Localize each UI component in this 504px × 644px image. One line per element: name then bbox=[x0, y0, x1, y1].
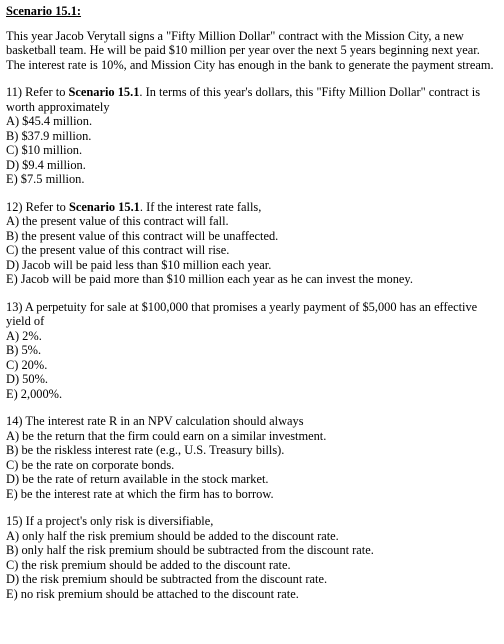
answer-option: D) be the rate of return available in the stock market. bbox=[6, 472, 269, 486]
scenario-text: This year Jacob Verytall signs a "Fifty Million Dollar" contract with the Mission City, a new basketball team. He will be paid $10 million per year over the next 5 years beginning next year. The interest rate is 10%, and Mission City has enough in the bank to generate the payment stream. bbox=[6, 28, 494, 72]
question-stem bbox=[6, 300, 500, 329]
answer-options bbox=[6, 429, 500, 502]
answer-options bbox=[6, 529, 500, 602]
answer-option: D) the risk premium should be subtracted from the discount rate. bbox=[6, 572, 328, 586]
answer-option: E) Jacob will be paid more than $10 million each year as he can invest the money. bbox=[6, 272, 413, 286]
answer-options bbox=[6, 214, 500, 287]
scenario-reference: Scenario 15.1 bbox=[68, 85, 140, 99]
question-12 bbox=[6, 200, 500, 287]
answer-option: B) only half the risk premium should be subtracted from the discount rate. bbox=[6, 543, 374, 557]
answer-options bbox=[6, 329, 500, 402]
answer-option: E) $7.5 million. bbox=[6, 172, 85, 186]
question-text: . If the interest rate falls, bbox=[139, 199, 262, 214]
question-text: 14) The interest rate R in an NPV calculation should always bbox=[6, 414, 304, 428]
answer-option: D) Jacob will be paid less than $10 million each year. bbox=[6, 257, 272, 272]
answer-option: D) 50%. bbox=[6, 372, 48, 386]
answer-option: A) only half the risk premium should be added to the discount rate. bbox=[6, 528, 339, 543]
question-text: . In terms of this year's dollars, this "Fifty Million Dollar" contract is worth approximately bbox=[6, 85, 481, 114]
document-page bbox=[6, 4, 500, 614]
answer-option: E) no risk premium should be attached to the discount rate. bbox=[6, 586, 299, 601]
answer-option: E) 2,000%. bbox=[6, 386, 63, 401]
answer-option: A) the present value of this contract will fall. bbox=[6, 214, 229, 228]
question-text: 15) If a project's only risk is diversifiable, bbox=[6, 514, 214, 528]
answer-option: C) be the rate on corporate bonds. bbox=[6, 457, 175, 472]
question-15 bbox=[6, 514, 500, 601]
answer-option: B) the present value of this contract will be unaffected. bbox=[6, 228, 279, 243]
question-stem bbox=[6, 514, 500, 529]
question-stem bbox=[6, 414, 500, 429]
question-13 bbox=[6, 300, 500, 402]
answer-option: C) the present value of this contract will rise. bbox=[6, 243, 230, 257]
question-stem bbox=[6, 200, 500, 215]
answer-option: C) $10 million. bbox=[6, 143, 83, 157]
question-prefix: 12) Refer to bbox=[6, 199, 69, 214]
answer-option: E) be the interest rate at which the firm has to borrow. bbox=[6, 486, 274, 501]
question-text: 13) A perpetuity for sale at $100,000 that promises a yearly payment of $5,000 has an effective yield of bbox=[6, 299, 478, 328]
question-prefix: 11) Refer to bbox=[6, 85, 69, 99]
answer-option: C) the risk premium should be added to the discount rate. bbox=[6, 557, 291, 572]
answer-option: A) 2%. bbox=[6, 328, 42, 343]
answer-option: B) be the riskless interest rate (e.g., U.S. Treasury bills). bbox=[6, 443, 285, 457]
scenario-reference: Scenario 15.1 bbox=[68, 199, 140, 214]
answer-option: C) 20%. bbox=[6, 357, 48, 372]
answer-options bbox=[6, 114, 500, 187]
question-list bbox=[6, 85, 500, 601]
answer-option: A) $45.4 million. bbox=[6, 114, 93, 128]
question-14 bbox=[6, 414, 500, 501]
answer-option: D) $9.4 million. bbox=[6, 157, 86, 172]
scenario-title: Scenario 15.1: bbox=[6, 4, 82, 18]
answer-option: A) be the return that the firm could earn on a similar investment. bbox=[6, 428, 327, 443]
question-11 bbox=[6, 85, 500, 187]
question-stem bbox=[6, 85, 500, 114]
answer-option: B) 5%. bbox=[6, 343, 42, 357]
answer-option: B) $37.9 million. bbox=[6, 128, 92, 143]
